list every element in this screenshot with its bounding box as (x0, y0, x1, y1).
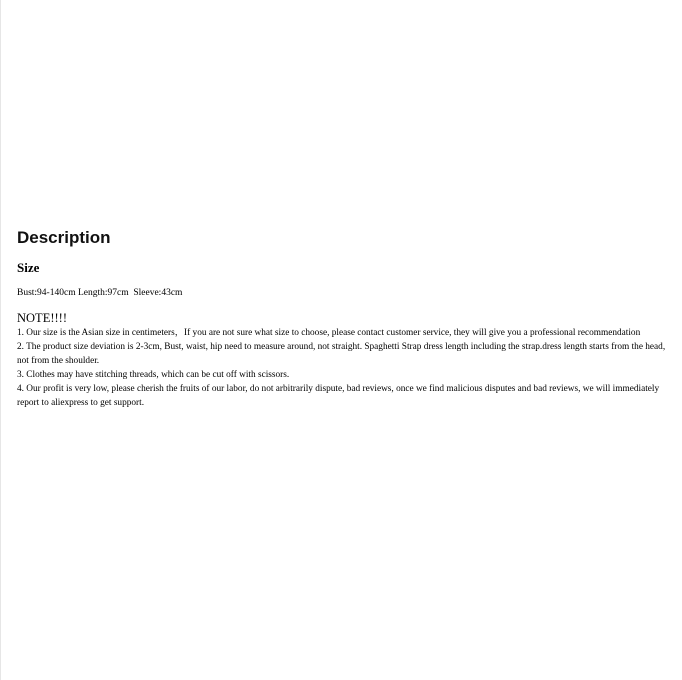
note-item-4: 4. Our profit is very low, please cherish the fruits of our labor, do not arbitrarily dispute, bad reviews, once we find malicious disputes and bad reviews, we will immediately report to aliexpress to get support. (17, 384, 660, 408)
size-measurements: Bust:94-140cm Length:97cm Sleeve:43cm (17, 288, 183, 298)
note-title: NOTE!!!! (17, 311, 67, 325)
note-item-1: 1. Our size is the Asian size in centimeters，If you are not sure what size to choose, please contact customer service, they will give you a professional recommendation (17, 328, 641, 338)
size-title: Size (17, 260, 40, 275)
description-section (17, 226, 677, 410)
note-list (17, 326, 677, 410)
note-item-2: 2. The product size deviation is 2-3cm, Bust, waist, hip need to measure around, not straight. Spaghetti Strap dress length including the strap.dress length starts from the head, not from the shoulder. (17, 342, 666, 366)
note-item-3: 3. Clothes may have stitching threads, which can be cut off with scissors. (17, 370, 290, 380)
page-left-border (0, 0, 1, 680)
description-heading: Description (17, 228, 111, 247)
